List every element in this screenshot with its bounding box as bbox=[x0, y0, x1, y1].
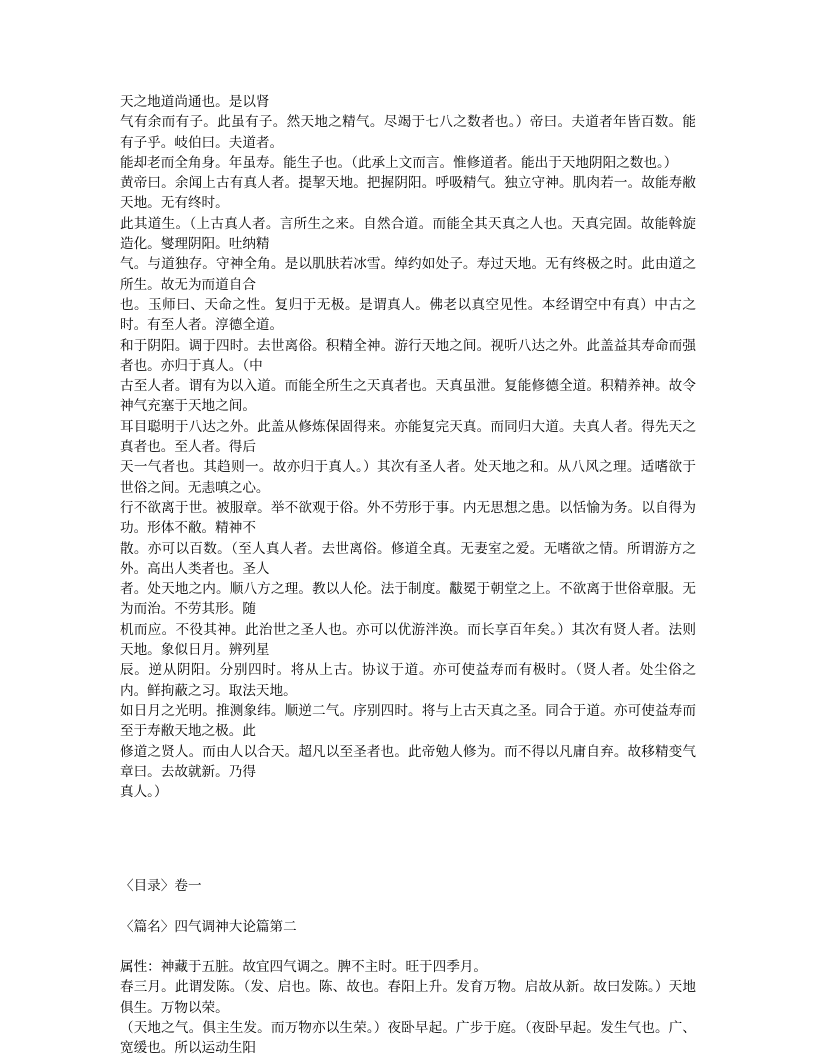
body-paragraph-16: 辰。逆从阴阳。分别四时。将从上古。协议于道。亦可使益寿而有极时。（贤人者。处尘俗之内。鲜拘蔽之习。取法天地。 bbox=[120, 662, 696, 699]
chapter-text bbox=[120, 957, 696, 1058]
body-paragraph-17: 如日月之光明。推测象纬。顺逆二气。序别四时。将与上古天真之圣。同合于道。亦可使益寿而至于寿敝天地之极。此 bbox=[120, 702, 696, 740]
body-paragraph-13: 散。亦可以百数。（至人真人者。去世离俗。修道全真。无妻室之爱。无嗜欲之情。所谓游方之外。高出人类者也。圣人 bbox=[120, 540, 696, 577]
chapter-title: 〈篇名〉四气调神大论篇第二 bbox=[120, 918, 297, 935]
body-text bbox=[120, 92, 696, 802]
body-paragraph-9: 古至人者。谓有为以入道。而能全所生之天真者也。天真虽泄。复能修德全道。积精养神。故令神气充塞于天地之间。 bbox=[120, 378, 696, 415]
body-paragraph-6: 气。与道独存。守神全角。是以肌肤若冰雪。绰约如处子。寿过天地。无有终极之时。此由道之所生。故无为而道自合 bbox=[120, 256, 696, 293]
body-paragraph-5: 此其道生。（上古真人者。言所生之来。自然合道。而能全其天真之人也。天真完固。故能斡旋造化。燮理阴阳。吐纳精 bbox=[120, 215, 696, 253]
body-paragraph-11: 天一气者也。其趋则一。故亦归于真人。）其次有圣人者。处天地之和。从八风之理。适嗜欲于世俗之间。无恚嗔之心。 bbox=[120, 459, 696, 496]
body-paragraph-7: 也。玉师曰、天命之性。复归于无极。是谓真人。佛老以真空见性。本经谓空中有真）中古之时。有至人者。淳德全道。 bbox=[120, 296, 696, 334]
section-spacer bbox=[120, 897, 696, 917]
body-paragraph-14: 者。处天地之内。顺八方之理。教以人伦。法于制度。黻冕于朝堂之上。不欲离于世俗章服。无为而治。不劳其形。随 bbox=[120, 581, 696, 618]
body-paragraph-10: 耳目聪明于八达之外。此盖从修炼保固得来。亦能复完天真。而同归大道。夫真人者。得先天之真者也。至人者。得后 bbox=[120, 418, 696, 456]
section-spacer bbox=[120, 802, 696, 876]
chapter-paragraph-1: 属性：神藏于五脏。故宜四气调之。脾不主时。旺于四季月。 bbox=[120, 958, 488, 975]
body-paragraph-8: 和于阴阳。调于四时。去世离俗。积精全神。游行天地之间。视听八达之外。此盖益其寿命而强者也。亦归于真人。（中 bbox=[120, 337, 696, 374]
toc-line: 〈目录〉卷一 bbox=[120, 878, 202, 895]
chapter-paragraph-3: （天地之气。俱主生发。而万物亦以生荣。）夜卧早起。广步于庭。（夜卧早起。发生气也。广、宽缓也。所以运动生阳 bbox=[120, 1019, 696, 1057]
body-paragraph-2: 气有余而有子。此虽有子。然天地之精气。尽竭于七八之数者也。）帝曰。夫道者年皆百数。能有子乎。岐伯曰。夫道者。 bbox=[120, 114, 696, 151]
body-paragraph-19: 真人。） bbox=[120, 784, 168, 801]
document-page bbox=[120, 92, 696, 1058]
section-spacer bbox=[120, 937, 696, 957]
chapter-paragraph-2: 春三月。此谓发陈。（发、启也。陈、故也。春阳上升。发育万物。启故从新。故曰发陈。）天地俱生。万物以荣。 bbox=[120, 979, 696, 1016]
body-paragraph-3: 能却老而全角身。年虽寿。能生子也。（此承上文而言。惟修道者。能出于天地阴阳之数也。） bbox=[120, 154, 678, 171]
body-paragraph-15: 机而应。不役其神。此治世之圣人也。亦可以优游泮涣。而长享百年矣。）其次有贤人者。法则天地。象似日月。辨列星 bbox=[120, 621, 696, 659]
body-paragraph-12: 行不欲离于世。被服章。举不欲观于俗。外不劳形于事。内无思想之患。以恬愉为务。以自得为功。形体不敝。精神不 bbox=[120, 499, 696, 537]
body-paragraph-4: 黄帝曰。余闻上古有真人者。提挈天地。把握阴阳。呼吸精气。独立守神。肌肉若一。故能寿敝天地。无有终时。 bbox=[120, 175, 696, 212]
body-paragraph-1: 天之地道尚通也。是以肾 bbox=[120, 94, 270, 110]
body-paragraph-18: 修道之贤人。而由人以合天。超凡以至圣者也。此帝勉人修为。而不得以凡庸自弃。故移精变气章曰。去故就新。乃得 bbox=[120, 743, 696, 780]
